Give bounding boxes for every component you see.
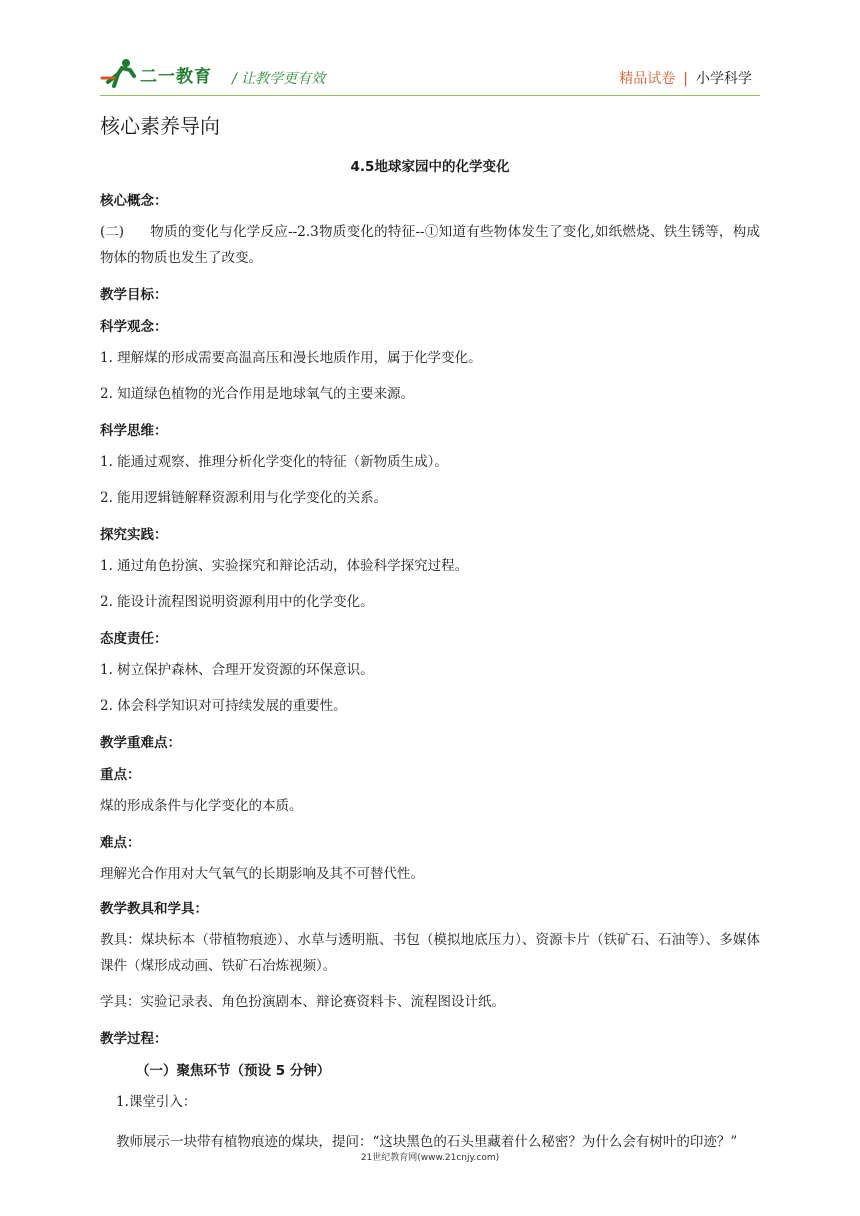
list-item: 1. 理解煤的形成需要高温高压和漫长地质作用，属于化学变化。: [100, 350, 482, 366]
list-item: 1. 能通过观察、推理分析化学变化的特征（新物质生成）。: [100, 454, 448, 470]
list-item: 2. 能用逻辑链解释资源利用与化学变化的关系。: [100, 490, 388, 506]
student-tools: 学具：实验记录表、角色扮演剧本、辩论赛资料卡、流程图设计纸。: [100, 994, 505, 1010]
key-point-text: 煤的形成条件与化学变化的本质。: [100, 798, 303, 814]
list-item: 2. 知道绿色植物的光合作用是地球氧气的主要来源。: [100, 386, 415, 402]
header-right: [619, 68, 752, 88]
difficult-point-text: 理解光合作用对大气氧气的长期影响及其不可替代性。: [100, 866, 424, 882]
core-concept-text: [100, 219, 760, 271]
list-item: 2. 体会科学知识对可持续发展的重要性。: [100, 698, 347, 714]
list-item: 1. 树立保护森林、合理开发资源的环保意识。: [100, 662, 374, 678]
logo: [100, 56, 230, 90]
brand-label: 精品试卷: [619, 71, 676, 87]
section-title: 核心素养导向: [100, 114, 220, 138]
stage-one-title: （一）聚焦环节（预设 5 分钟）: [136, 1063, 331, 1079]
document-body: [100, 104, 760, 1157]
doc-title: 4.5地球家园中的化学变化: [350, 159, 510, 175]
process-heading: 教学过程：: [100, 1031, 168, 1047]
page-header: [100, 56, 760, 96]
concept-number: (二): [100, 224, 125, 240]
teacher-tools: 教具：煤块标本（带植物痕迹）、水草与透明瓶、书包（模拟地底压力）、资源卡片（铁矿石、石油等）、多媒体课件（煤形成动画、铁矿石冶炼视频）。: [100, 932, 760, 974]
slogan: / 让教学更有效: [232, 71, 326, 87]
list-item: 1. 通过角色扮演、实验探究和辩论活动，体验科学探究过程。: [100, 558, 469, 574]
logo-text: 二一教育: [140, 67, 212, 87]
runner-logo-icon: [100, 56, 140, 90]
header-rule: [100, 95, 760, 96]
step-one: 1.课堂引入：: [116, 1094, 197, 1110]
header-separator: |: [683, 71, 688, 87]
concept-body: 物质的变化与化学反应--2.3物质变化的特征--①知道有些物体发生了变化,如纸燃烧、铁生锈等，构成 物体的物质也发生了改变。: [100, 224, 760, 266]
page-footer: 21世纪教育网(www.21cnjy.com): [360, 1153, 500, 1163]
inquiry-heading: 探究实践：: [100, 527, 168, 543]
science-concept-heading: 科学观念：: [100, 319, 168, 335]
list-item: 2. 能设计流程图说明资源利用中的化学变化。: [100, 594, 374, 610]
intro-paragraph: 教师展示一块带有植物痕迹的煤块，提问：“这块黑色的石头里藏着什么秘密？为什么会有树叶的印迹？”: [116, 1134, 738, 1150]
key-difficult-heading: 教学重难点：: [100, 735, 181, 751]
attitude-heading: 态度责任：: [100, 631, 168, 647]
tools-heading: 教学教具和学具：: [100, 901, 208, 917]
subject-label: 小学科学: [696, 71, 752, 87]
goals-heading: 教学目标：: [100, 287, 168, 303]
key-point-heading: 重点：: [100, 767, 141, 783]
science-thinking-heading: 科学思维：: [100, 423, 168, 439]
difficult-point-heading: 难点：: [100, 835, 141, 851]
core-concept-heading: 核心概念：: [100, 193, 168, 209]
